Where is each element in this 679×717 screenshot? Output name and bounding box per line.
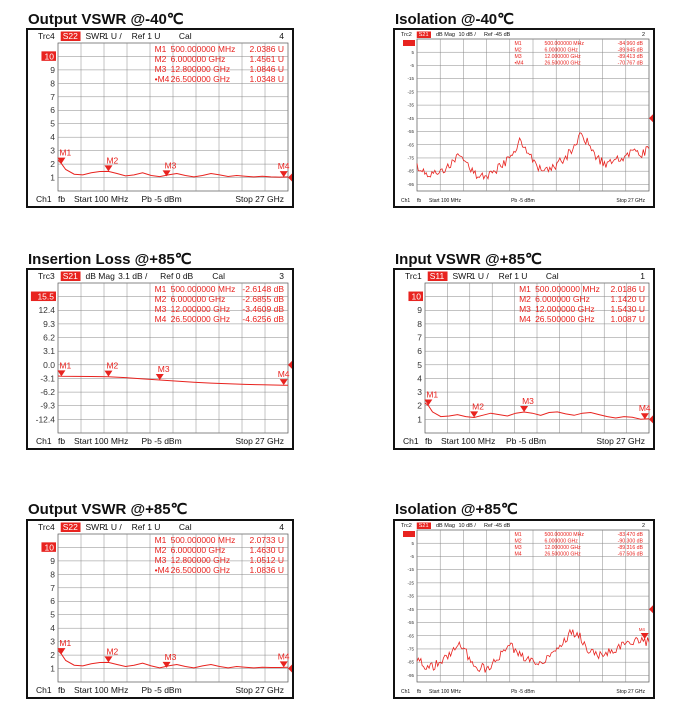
marker-frequency: 6.000000 GHz [544, 538, 578, 545]
marker-id: M3 [154, 64, 167, 74]
channel-number: 3 [279, 271, 284, 281]
marker-frequency: 500.000000 MHz [544, 41, 584, 47]
trace-label: Trc3 [38, 271, 55, 281]
y-tick-label: 3 [50, 636, 55, 647]
footer-start: Start 100 MHz [74, 194, 129, 204]
footer-power: Pb -5 dBm [141, 436, 182, 446]
y-tick-label: 10 [411, 291, 421, 302]
y-tick-label: 8 [50, 78, 55, 89]
plot-grid [417, 39, 649, 191]
ref-badge [403, 40, 415, 46]
marker-id: M2 [154, 545, 167, 555]
marker-value: 1.4561 U [249, 54, 284, 64]
footer-stop: Stop 27 GHz [616, 198, 645, 204]
footer-power: Pb -5 dBm [141, 685, 182, 695]
reference-arrow [649, 114, 653, 122]
y-tick-label: 4 [50, 623, 55, 634]
marker-id: M2 [154, 54, 167, 64]
header-field: Ref 1 U [131, 522, 161, 532]
marker-id: •M4 [514, 60, 524, 67]
header-field: Cal [178, 31, 192, 41]
chart-title: Output VSWR @-40℃ [28, 11, 184, 28]
marker-frequency: 6.000000 GHz [170, 54, 226, 64]
y-tick-label: 5 [50, 609, 55, 620]
marker-frequency: 6.000000 GHz [170, 294, 226, 304]
marker-triangle [57, 370, 65, 376]
marker-frequency: 26.500000 GHz [535, 314, 595, 324]
header-field: SWR [85, 522, 106, 532]
footer-channel: Ch1 [36, 685, 52, 695]
analyzer-screen [26, 268, 294, 450]
marker-id: M4 [514, 551, 522, 558]
chart-svg [28, 270, 292, 448]
marker-id: M3 [514, 54, 522, 60]
y-tick-label: 2 [50, 650, 55, 661]
marker-id: M3 [154, 555, 167, 565]
trace-label: Trc4 [38, 31, 55, 41]
footer-channel: Ch1 [401, 198, 411, 204]
y-tick-label: 6 [50, 596, 55, 607]
param-label: S22 [62, 31, 78, 41]
footer-start: Start 100 MHz [74, 685, 129, 695]
y-tick-label: 7 [50, 91, 55, 102]
marker-id: M4 [154, 314, 167, 324]
marker-triangle [104, 656, 112, 662]
marker-frequency: 12.800000 GHz [170, 64, 231, 74]
header-field: 10 dB / [458, 32, 476, 38]
marker-frequency: 6.000000 GHz [544, 47, 578, 54]
header-field: 1 U / [103, 31, 122, 41]
y-tick-label: 5 [417, 359, 422, 370]
marker-frequency: 500.000000 MHz [544, 532, 584, 538]
marker-label: M2 [106, 646, 119, 657]
marker-frequency: 26.500000 GHz [170, 74, 231, 84]
marker-value: -83.470 dB [617, 532, 643, 538]
y-tick-label: 9.3 [43, 318, 55, 329]
marker-id: M3 [154, 304, 167, 314]
marker-label: M3 [164, 651, 177, 662]
ref-badge [403, 531, 415, 537]
marker-value: -2.6148 dB [242, 284, 284, 294]
marker-frequency: 12.000000 GHz [170, 304, 231, 314]
footer-stop: Stop 27 GHz [235, 685, 284, 695]
y-tick-label: 15.5 [37, 291, 54, 302]
y-tick-label: -15 [407, 76, 414, 82]
y-tick-label: -45 [407, 606, 414, 612]
y-tick-label: -9.3 [40, 400, 55, 411]
y-tick-label: 8 [50, 569, 55, 580]
marker-value: -84.960 dB [617, 41, 643, 47]
header-field: SWR [452, 271, 473, 281]
y-tick-label: -55 [407, 620, 414, 626]
marker-triangle [280, 171, 288, 177]
y-tick-label: 7 [50, 582, 55, 593]
footer-power: Pb -5 dBm [141, 194, 182, 204]
marker-triangle [280, 379, 288, 385]
analyzer-screen [393, 268, 655, 450]
marker-frequency: 6.000000 GHz [170, 545, 226, 555]
marker-label: M1 [426, 389, 439, 400]
y-tick-label: -55 [407, 129, 414, 135]
y-tick-label: -12.4 [35, 414, 55, 425]
marker-id: •M4 [154, 565, 170, 575]
header-field: 1 U / [470, 271, 489, 281]
footer-channel: Ch1 [403, 436, 419, 446]
marker-label: M2 [106, 155, 119, 166]
marker-id: M1 [154, 284, 167, 294]
footer-mode: fb [58, 685, 66, 695]
marker-id: M1 [519, 284, 531, 294]
marker-id: M1 [514, 532, 522, 538]
marker-value: -89.316 dB [617, 545, 643, 551]
marker-value: 1.4630 U [249, 545, 284, 555]
marker-id: M2 [514, 538, 522, 545]
marker-id: M3 [514, 545, 522, 551]
marker-id: M1 [154, 44, 167, 54]
y-tick-label: 10 [44, 542, 54, 553]
marker-value: -89.413 dB [617, 54, 643, 60]
marker-frequency: 26.500000 GHz [170, 314, 231, 324]
marker-label: M1 [59, 638, 72, 649]
footer-channel: Ch1 [36, 436, 52, 446]
marker-id: M2 [154, 294, 167, 304]
analyzer-screen [393, 519, 655, 699]
y-tick-label: 2 [50, 159, 55, 170]
marker-id: M2 [519, 294, 531, 304]
footer-channel: Ch1 [36, 194, 52, 204]
reference-arrow [649, 415, 653, 423]
marker-value: 1.0512 U [249, 555, 284, 565]
footer-mode: fb [58, 436, 66, 446]
marker-label: M3 [522, 395, 534, 406]
y-tick-label: 9 [50, 64, 55, 75]
y-tick-label: 0.0 [43, 359, 55, 370]
footer-start: Start 100 MHz [429, 198, 461, 204]
y-tick-label: -5 [409, 554, 414, 560]
reference-arrow [288, 174, 292, 182]
y-tick-label: -5 [409, 63, 414, 69]
trace-label: Trc2 [401, 523, 412, 529]
marker-label: M2 [472, 401, 484, 412]
y-tick-label: -35 [407, 102, 414, 108]
marker-value: -89.945 dB [617, 47, 643, 54]
channel-number: 2 [641, 32, 645, 38]
chart-svg [395, 30, 653, 206]
footer-power: Pb -5 dBm [505, 436, 547, 446]
y-tick-label: 1 [50, 663, 55, 674]
y-tick-label: 6 [417, 346, 422, 357]
marker-frequency: 500.000000 MHz [170, 44, 236, 54]
marker-frequency: 26.500000 GHz [170, 565, 231, 575]
marker-frequency: 12.000000 GHz [544, 54, 581, 60]
marker-frequency: 500.000000 MHz [170, 535, 236, 545]
header-field: 1 U / [103, 522, 122, 532]
marker-value: -2.6855 dB [242, 294, 284, 304]
footer-start: Start 100 MHz [429, 689, 461, 695]
marker-label: M1 [59, 147, 72, 158]
marker-value: -4.6256 dB [242, 314, 284, 324]
header-field: dB Mag [85, 271, 115, 281]
y-tick-label: -65 [407, 633, 414, 639]
y-tick-label: 1 [417, 414, 422, 425]
trace-label: Trc2 [401, 32, 412, 38]
y-tick-label: 3.1 [43, 346, 55, 357]
marker-id: M3 [519, 304, 531, 314]
y-tick-label: 5 [411, 49, 414, 55]
marker-value: 1.1420 U [610, 294, 645, 304]
header-field: 10 dB / [458, 523, 476, 529]
channel-number: 4 [279, 522, 284, 532]
marker-triangle [104, 165, 112, 171]
chart-svg [28, 521, 292, 697]
marker-label: M1 [59, 360, 72, 371]
header-field: Ref 1 U [498, 271, 528, 281]
analyzer-screen [393, 28, 655, 208]
marker-id: M4 [519, 314, 531, 324]
chart-title: Isolation @-40℃ [395, 11, 514, 28]
header-field: Ref -45 dB [484, 32, 511, 38]
marker-value: 1.0836 U [249, 565, 284, 575]
marker-frequency: 26.500000 GHz [544, 60, 581, 67]
y-tick-label: -35 [407, 593, 414, 599]
trace-label: Trc1 [405, 271, 422, 281]
param-label: S21 [62, 271, 78, 281]
marker-label: M4 [638, 403, 651, 414]
y-tick-label: -65 [407, 142, 414, 148]
marker-id: M1 [514, 41, 522, 47]
chart-svg [395, 270, 653, 448]
marker-value: 1.0087 U [610, 314, 645, 324]
y-tick-label: -15 [407, 567, 414, 573]
y-tick-label: 4 [50, 132, 55, 143]
channel-number: 4 [279, 31, 284, 41]
reference-arrow [649, 605, 653, 613]
footer-start: Start 100 MHz [74, 436, 129, 446]
analyzer-screen [26, 28, 294, 208]
y-tick-label: 5 [411, 540, 414, 546]
trace-label: Trc4 [38, 522, 55, 532]
marker-triangle [424, 399, 432, 405]
marker-id: M1 [154, 535, 167, 545]
footer-mode: fb [417, 198, 422, 204]
footer-power: Pb -5 dBm [511, 198, 535, 204]
marker-value: 2.0386 U [249, 44, 284, 54]
marker-value: 1.0348 U [249, 74, 284, 84]
header-field: Cal [212, 271, 226, 281]
marker-frequency: 6.000000 GHz [535, 294, 590, 304]
y-tick-label: -45 [407, 115, 414, 121]
marker-value: -70.767 dB [617, 60, 643, 67]
footer-mode: fb [417, 689, 422, 695]
header-field: 3.1 dB / [118, 271, 148, 281]
y-tick-label: -3.1 [40, 373, 55, 384]
chart-svg [28, 30, 292, 206]
header-field: dB Mag [435, 523, 455, 529]
y-tick-label: -75 [407, 155, 414, 161]
y-tick-label: 2 [417, 400, 422, 411]
y-tick-label: 4 [417, 373, 422, 384]
y-tick-label: 5 [50, 118, 55, 129]
footer-stop: Stop 27 GHz [616, 689, 645, 695]
marker-value: 1.0846 U [249, 64, 284, 74]
marker-triangle [156, 374, 164, 380]
marker-value: -90.300 dB [617, 538, 643, 545]
y-tick-label: 9 [417, 305, 422, 316]
y-tick-label: 6.2 [43, 332, 55, 343]
footer-channel: Ch1 [401, 689, 411, 695]
analyzer-screen [26, 519, 294, 699]
chart-svg [395, 521, 653, 697]
marker-label: M3 [157, 364, 170, 375]
marker-triangle [104, 371, 112, 377]
y-tick-label: -95 [407, 181, 414, 187]
y-tick-label: 9 [50, 555, 55, 566]
y-tick-label: -25 [407, 89, 414, 95]
marker-label: M4 [277, 161, 290, 172]
y-tick-label: 10 [44, 51, 54, 62]
marker-label: M4 [277, 369, 290, 380]
y-tick-label: -85 [407, 659, 414, 665]
header-field: Cal [545, 271, 559, 281]
y-tick-label: 1 [50, 172, 55, 183]
footer-start: Start 100 MHz [441, 436, 496, 446]
marker-label: M3 [164, 160, 177, 171]
footer-stop: Stop 27 GHz [235, 194, 284, 204]
header-field: dB Mag [435, 32, 455, 38]
marker-frequency: 500.000000 MHz [535, 284, 600, 294]
marker-value: 2.0733 U [249, 535, 284, 545]
y-tick-label: -75 [407, 646, 414, 652]
reference-arrow [288, 361, 292, 369]
y-tick-label: 7 [417, 332, 422, 343]
marker-id: M2 [514, 47, 522, 54]
marker-id: •M4 [154, 74, 170, 84]
header-field: Ref -45 dB [484, 523, 511, 529]
y-tick-label: -95 [407, 672, 414, 678]
marker-value: -3.4609 dB [242, 304, 284, 314]
marker-frequency: 12.800000 GHz [170, 555, 231, 565]
marker-frequency: 500.000000 MHz [170, 284, 236, 294]
param-label: S21 [418, 523, 429, 529]
y-tick-label: -25 [407, 580, 414, 586]
footer-mode: fb [425, 436, 433, 446]
y-tick-label: 8 [417, 318, 422, 329]
marker-value: -67.506 dB [617, 551, 643, 558]
y-tick-label: 12.4 [38, 305, 55, 316]
y-tick-label: -85 [407, 168, 414, 174]
marker-triangle [280, 661, 288, 667]
y-tick-label: -6.2 [40, 387, 55, 398]
marker-label: M4 [638, 627, 645, 633]
chart-title: Input VSWR @+85℃ [395, 251, 542, 268]
marker-label: M2 [106, 360, 119, 371]
marker-frequency: 12.000000 GHz [544, 545, 581, 551]
marker-frequency: 12.000000 GHz [535, 304, 595, 314]
footer-power: Pb -5 dBm [511, 689, 535, 695]
y-tick-label: 6 [50, 105, 55, 116]
y-tick-label: 3 [50, 145, 55, 156]
marker-frequency: 26.500000 GHz [544, 551, 581, 558]
marker-label: M4 [277, 651, 290, 662]
chart-title: Output VSWR @+85℃ [28, 501, 188, 518]
header-field: Cal [178, 522, 192, 532]
param-label: S22 [62, 522, 78, 532]
reference-arrow [288, 665, 292, 673]
channel-number: 2 [641, 523, 645, 529]
footer-stop: Stop 27 GHz [596, 436, 645, 446]
marker-value: 1.5430 U [610, 304, 645, 314]
chart-title: Isolation @+85℃ [395, 501, 518, 518]
chart-title: Insertion Loss @+85℃ [28, 251, 192, 268]
param-label: S21 [418, 32, 429, 38]
footer-stop: Stop 27 GHz [235, 436, 284, 446]
marker-value: 2.0186 U [610, 284, 645, 294]
param-label: S11 [429, 271, 445, 281]
header-field: Ref 1 U [131, 31, 161, 41]
header-field: SWR [85, 31, 106, 41]
channel-number: 1 [640, 271, 645, 281]
header-field: Ref 0 dB [160, 271, 194, 281]
y-tick-label: 3 [417, 387, 422, 398]
footer-mode: fb [58, 194, 66, 204]
marker-triangle [520, 406, 528, 412]
